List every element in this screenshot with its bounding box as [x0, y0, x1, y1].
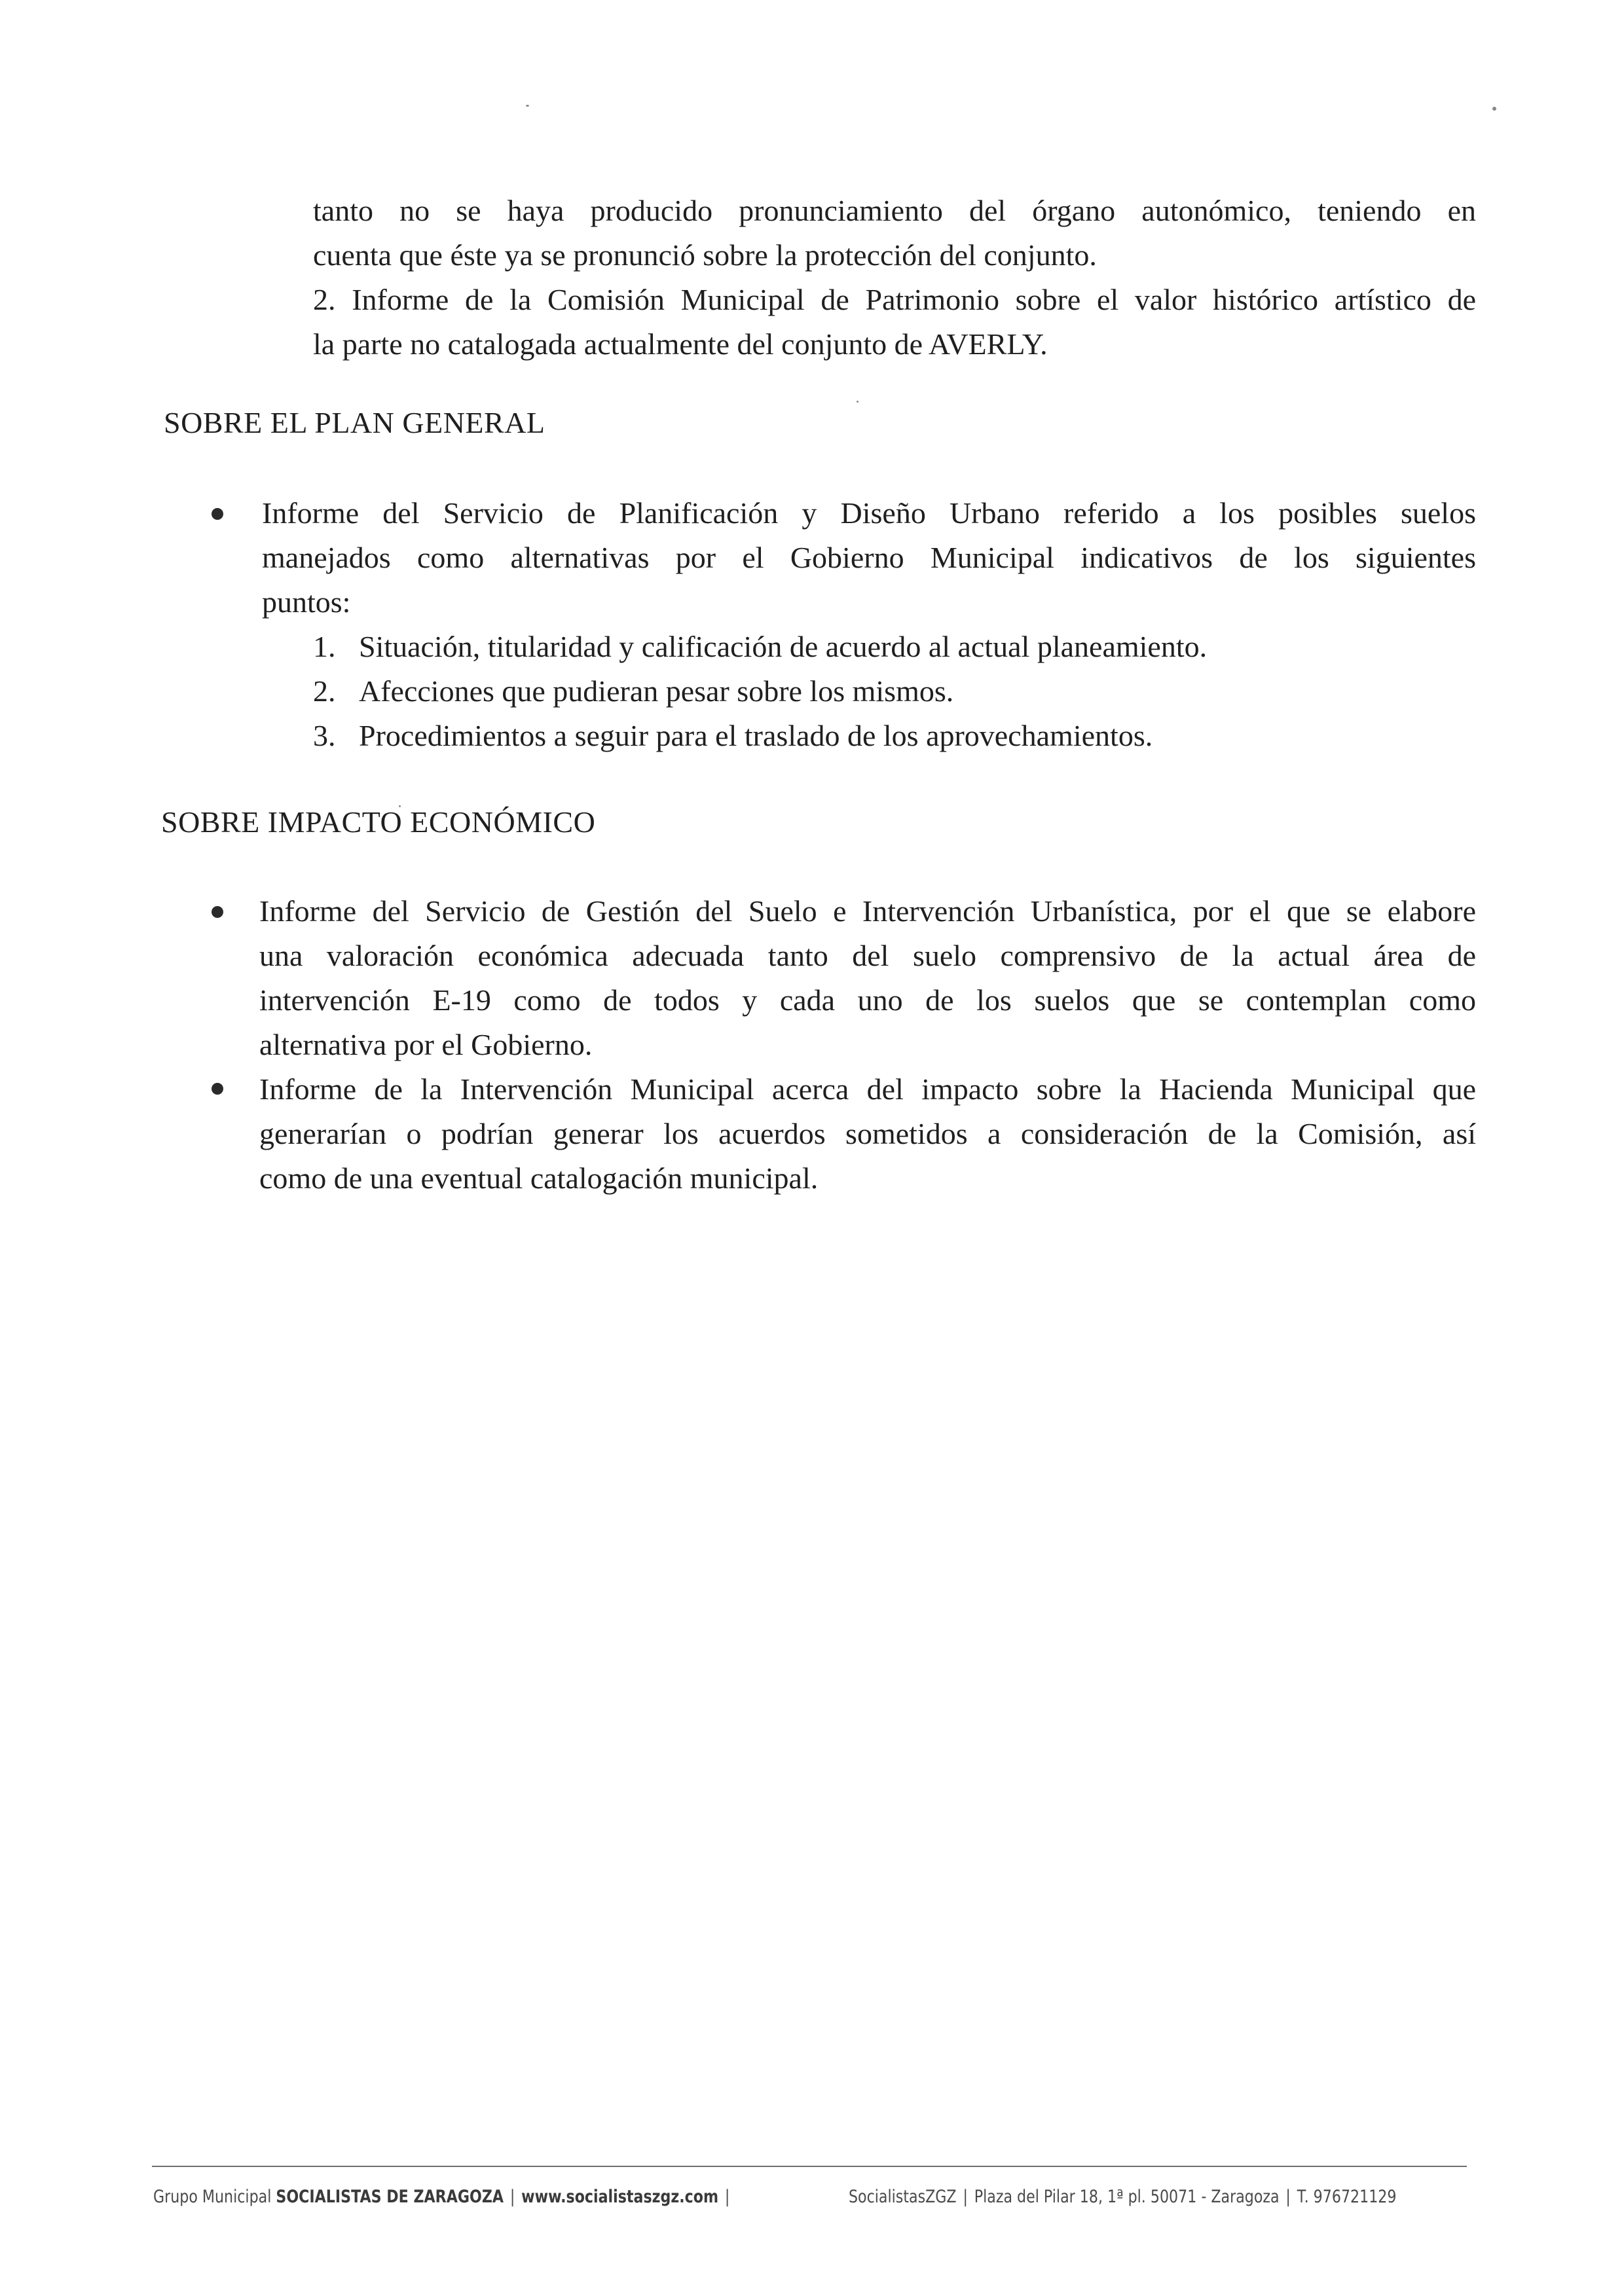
footer-separator: |: [1285, 2187, 1291, 2207]
footer-social: SocialistasZGZ: [849, 2187, 957, 2207]
intro-line: 2. Informe de la Comisión Municipal de Patrimonio sobre el valor histórico artístico de: [313, 283, 1476, 316]
footer-separator: |: [509, 2187, 515, 2207]
list-item-text: Afecciones que pudieran pesar sobre los mismos.: [359, 674, 954, 708]
intro-line: cuenta que éste ya se pronunció sobre la protección del conjunto.: [313, 238, 1097, 272]
footer-website-link[interactable]: www.socialistaszgz.com: [521, 2187, 719, 2207]
scan-speck: [1492, 107, 1496, 111]
plan-bullet-line: Informe del Servicio de Planificación y Diseño Urbano referido a los posibles suelos: [262, 496, 1476, 530]
list-number: 2.: [313, 674, 336, 708]
footer-separator: |: [963, 2187, 968, 2207]
footer-right: [849, 2187, 1396, 2207]
bullet-dot: [212, 1083, 223, 1095]
economic-bullet-line: como de una eventual catalogación municipal.: [259, 1161, 819, 1195]
economic-bullet-line: alternativa por el Gobierno.: [259, 1028, 593, 1061]
economic-bullet-paragraph-2: [259, 1067, 1476, 1201]
footer-group-name: SOCIALISTAS DE ZARAGOZA: [276, 2187, 504, 2207]
list-number: 3.: [313, 719, 336, 752]
plan-bullet-line: puntos:: [262, 585, 351, 619]
scan-speck: [857, 401, 858, 403]
intro-paragraph: [313, 189, 1476, 367]
economic-bullet-line: una valoración económica adecuada tanto del suelo comprensivo de la actual área de: [259, 939, 1476, 972]
footer-rule: [152, 2166, 1467, 2167]
footer-left: [153, 2187, 736, 2207]
scan-speck: [526, 105, 529, 107]
economic-bullet-paragraph: [259, 889, 1476, 1067]
footer-address: Plaza del Pilar 18, 1ª pl. 50071 - Zaragoza: [974, 2187, 1280, 2207]
section-heading-economic: SOBRE IMPACTO ECONÓMICO: [161, 805, 596, 839]
footer-separator: |: [724, 2187, 730, 2207]
economic-bullet-line: generarían o podrían generar los acuerdos sometidos a consideración de la Comisión, así: [259, 1117, 1476, 1150]
plan-bullet-paragraph: [262, 491, 1476, 625]
list-item-text: Procedimientos a seguir para el traslado de los aprovechamientos.: [359, 719, 1153, 752]
economic-bullet-line: intervención E-19 como de todos y cada uno de los suelos que se contemplan como: [259, 983, 1476, 1017]
bullet-dot: [212, 906, 223, 918]
intro-line: tanto no se haya producido pronunciamiento del órgano autonómico, teniendo en: [313, 194, 1476, 227]
footer-phone: T. 976721129: [1297, 2187, 1397, 2207]
economic-bullet-line: Informe de la Intervención Municipal acerca del impacto sobre la Hacienda Municipal que: [259, 1072, 1476, 1106]
list-item-text: Situación, titularidad y calificación de acuerdo al actual planeamiento.: [359, 630, 1208, 663]
plan-bullet-line: manejados como alternativas por el Gobierno Municipal indicativos de los siguientes: [262, 541, 1476, 574]
footer-group-prefix: Grupo Municipal: [153, 2187, 272, 2207]
section-heading-plan: SOBRE EL PLAN GENERAL: [164, 406, 545, 439]
bullet-dot: [212, 508, 223, 520]
economic-bullet-line: Informe del Servicio de Gestión del Suelo e Intervención Urbanística, por el que se elabore: [259, 894, 1476, 928]
intro-line: la parte no catalogada actualmente del conjunto de AVERLY.: [313, 327, 1048, 361]
list-number: 1.: [313, 630, 336, 663]
